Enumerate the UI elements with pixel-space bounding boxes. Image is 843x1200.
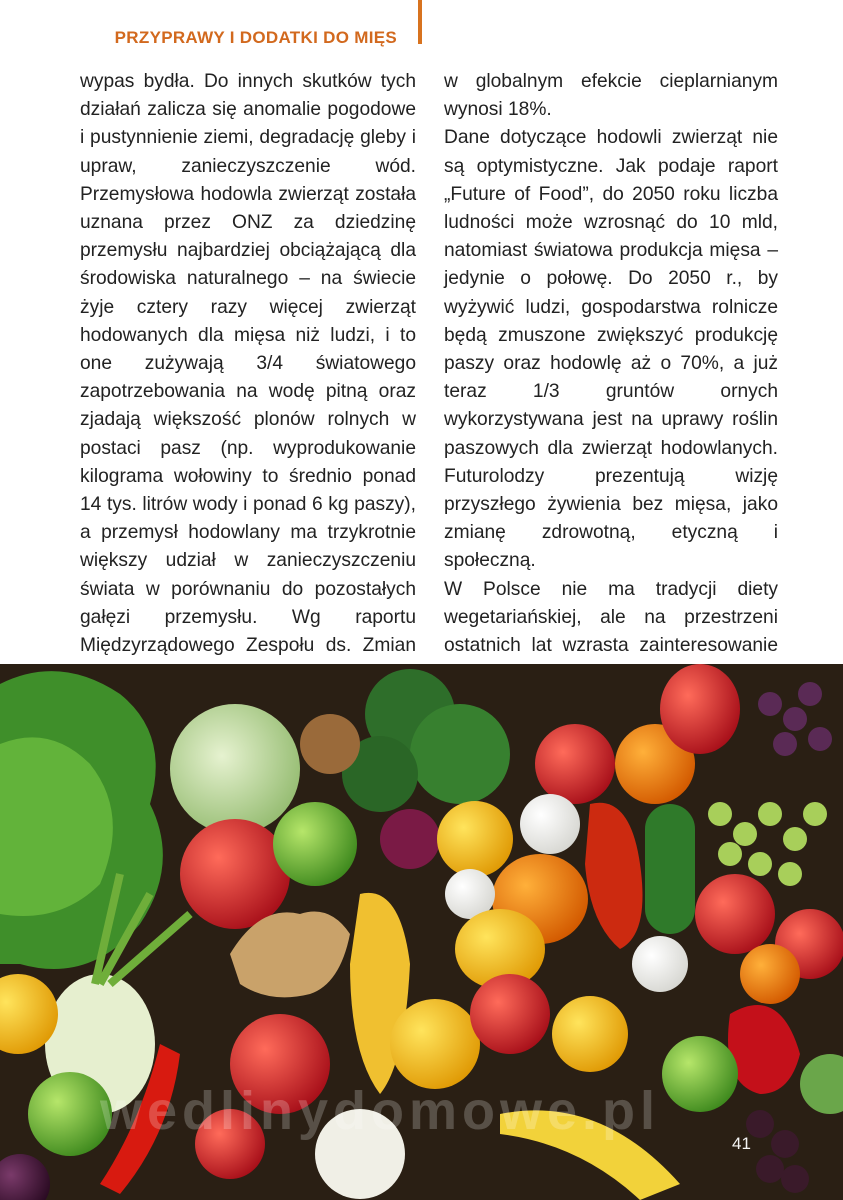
right-paragraph-1: w globalnym efekcie cieplarnianym wynosi 18%. xyxy=(444,71,778,121)
page-header xyxy=(0,0,843,50)
page-number: 41 xyxy=(732,1134,751,1153)
section-title: PRZYPRAWY I DODATKI DO MIĘS xyxy=(114,28,397,47)
right-paragraph-3: W Polsce nie ma tradycji diety wegetariańskiej, ale na przestrzeni ostatnich lat wzrasta zainteresowanie xyxy=(444,578,778,657)
right-paragraph-2: Dane dotyczące hodowli zwierząt nie są optymistyczne. Jak podaje raport „Future of Food”, do 2050 roku liczba ludności może wzrosnąć do 10 mld, natomiast światowa produkcja mięsa – jedynie o połowę. Do 2050 r., by wyżywić ludzi, gospodarstwa rolnicze będą zmuszone zwiększyć produkcję paszy oraz hodowlę aż o 70%, a już teraz 1/3 gruntów ornych wykorzystywana jest na uprawy roślin paszowych dla zwierząt hodowlanych. Futurolodzy prezentują wizję przyszłego żywienia bez mięsa, jako zmianę zdrowotną, etyczną i społeczną. xyxy=(444,127,778,572)
watermark: wedlinydomowe.pl xyxy=(100,1081,661,1141)
left-column-text: wypas bydła. Do innych skutków tych działań zalicza się anomalie pogodowe i pustynnienie ziemi, degradację gleby i upraw, zanieczyszczenie wód. Przemysłowa hodowla zwierząt została uznana przez ONZ za dziedzinę przemysłu najbardziej obciążającą dla środowiska naturalnego – na świecie żyje cztery razy więcej zwierząt hodowanych dla mięsa niż ludzi, i to one zużywają 3/4 światowego zapotrzebowania na wodę pitną oraz zjadają większość plonów rolnych w postaci pasz (np. wyprodukowanie kilograma wołowiny to średnio ponad 14 tys. litrów wody i ponad 6 kg paszy), a przemysł hodowlany ma trzykrotnie większy udział w zanieczyszczeniu świata w porównaniu do pozostałych gałęzi przemysłu. Wg raportu Międzyrządowego Zespołu ds. Zmian xyxy=(80,71,416,657)
right-text-column xyxy=(444,68,778,745)
header-accent-bar xyxy=(418,0,422,44)
left-text-column xyxy=(80,68,416,717)
